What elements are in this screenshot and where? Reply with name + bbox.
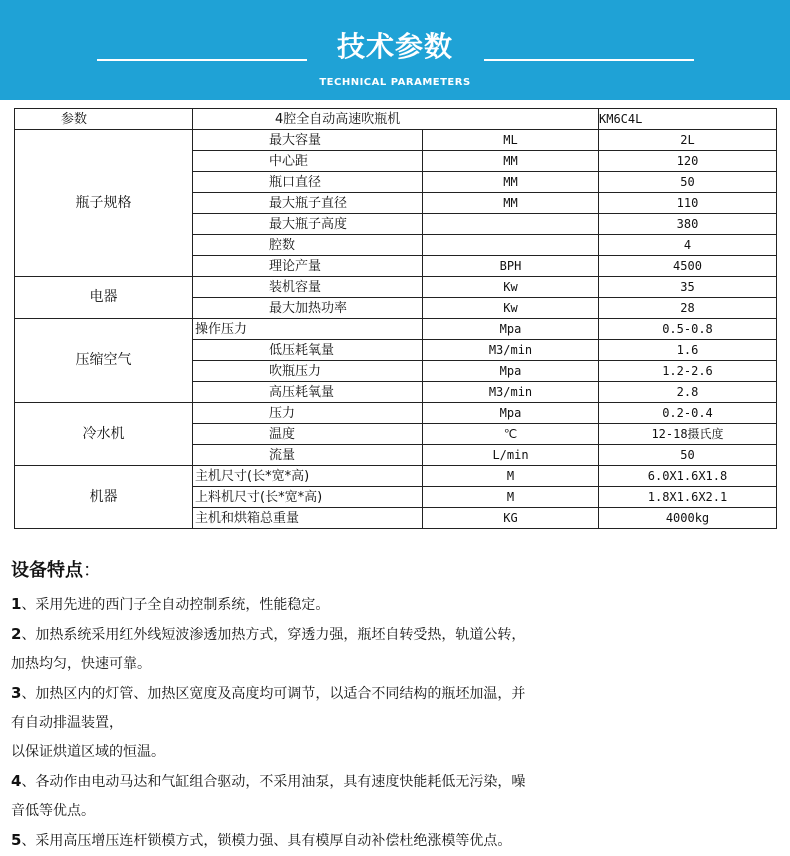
feature-number: 2 [11, 625, 22, 643]
unit-cell: Mpa [423, 403, 599, 424]
unit-cell: ML [423, 130, 599, 151]
unit-cell: ℃ [423, 424, 599, 445]
feature-line [11, 679, 781, 709]
param-name-cell: 最大瓶子直径 [193, 193, 423, 214]
param-name-cell: 瓶口直径 [193, 172, 423, 193]
param-name-cell: 主机和烘箱总重量 [193, 508, 423, 529]
table-row [15, 277, 777, 298]
value-cell: 12-18摄氏度 [599, 424, 777, 445]
param-name-cell: 上料机尺寸(长*宽*高) [193, 487, 423, 508]
unit-cell: M [423, 466, 599, 487]
features-section [11, 558, 781, 856]
features-heading-colon: ： [83, 560, 101, 581]
param-name-cell: 主机尺寸(长*宽*高) [193, 466, 423, 487]
param-name-cell: 装机容量 [193, 277, 423, 298]
value-cell: 1.6 [599, 340, 777, 361]
group-label: 机器 [15, 466, 193, 529]
unit-cell: MM [423, 193, 599, 214]
feature-number: 4 [11, 772, 22, 790]
param-name-cell: 最大加热功率 [193, 298, 423, 319]
value-cell: 4500 [599, 256, 777, 277]
param-name-cell: 高压耗氧量 [193, 382, 423, 403]
group-label: 冷水机 [15, 403, 193, 466]
param-name-cell: 最大容量 [193, 130, 423, 151]
value-cell: 50 [599, 172, 777, 193]
features-list [11, 590, 781, 856]
table-header-row [15, 109, 777, 130]
unit-cell [423, 235, 599, 256]
feature-text: 音低等优点。 [11, 803, 95, 819]
header-model-name: 4腔全自动高速吹瓶机 [193, 109, 599, 130]
table-row [15, 319, 777, 340]
unit-cell: M3/min [423, 382, 599, 403]
feature-text: 、采用先进的西门子全自动控制系统，性能稳定。 [21, 597, 330, 613]
param-name-cell: 腔数 [193, 235, 423, 256]
feature-line [11, 738, 781, 767]
group-label: 压缩空气 [15, 319, 193, 403]
param-name-cell: 流量 [193, 445, 423, 466]
feature-number: 1 [11, 595, 22, 613]
unit-cell [423, 214, 599, 235]
feature-text: 、采用高压增压连杆锁模方式，锁模力强、具有模厚自动补偿杜绝涨模等优点。 [21, 833, 512, 849]
table-row [15, 130, 777, 151]
value-cell: 4000kg [599, 508, 777, 529]
unit-cell: M [423, 487, 599, 508]
feature-line [11, 650, 781, 679]
feature-line [11, 797, 781, 826]
unit-cell: M3/min [423, 340, 599, 361]
unit-cell: Mpa [423, 361, 599, 382]
value-cell: 6.0X1.6X1.8 [599, 466, 777, 487]
value-cell: 35 [599, 277, 777, 298]
value-cell: 0.5-0.8 [599, 319, 777, 340]
spec-table [14, 108, 777, 529]
feature-text: 、各动作由电动马达和气缸组合驱动，不采用油泵，具有速度快能耗低无污染，噪 [21, 774, 526, 790]
value-cell: 50 [599, 445, 777, 466]
value-cell: 0.2-0.4 [599, 403, 777, 424]
param-name-cell: 中心距 [193, 151, 423, 172]
unit-cell: Kw [423, 298, 599, 319]
group-label: 电器 [15, 277, 193, 319]
unit-cell: L/min [423, 445, 599, 466]
page-subtitle: TECHNICAL PARAMETERS [319, 77, 471, 88]
unit-cell: MM [423, 151, 599, 172]
features-heading-text: 设备特点 [11, 560, 83, 581]
unit-cell: Mpa [423, 319, 599, 340]
value-cell: 1.2-2.6 [599, 361, 777, 382]
features-heading [11, 558, 781, 584]
feature-line [11, 590, 781, 620]
table-row [15, 403, 777, 424]
feature-text: 加热均匀，快速可靠。 [11, 656, 151, 672]
feature-text: 、加热区内的灯管、加热区宽度及高度均可调节，以适合不同结构的瓶坯加温，并 [21, 686, 526, 702]
param-name-cell: 理论产量 [193, 256, 423, 277]
page-title: 技术参数 [336, 30, 453, 63]
header-model-code: KM6C4L [599, 109, 777, 130]
value-cell: 2L [599, 130, 777, 151]
feature-line [11, 709, 781, 738]
param-name-cell: 低压耗氧量 [193, 340, 423, 361]
header-param: 参数 [15, 109, 193, 130]
table-row [15, 466, 777, 487]
feature-text: 以保证烘道区域的恒温。 [11, 744, 165, 760]
value-cell: 2.8 [599, 382, 777, 403]
value-cell: 4 [599, 235, 777, 256]
value-cell: 380 [599, 214, 777, 235]
param-name-cell: 压力 [193, 403, 423, 424]
feature-number: 5 [11, 831, 22, 849]
unit-cell: MM [423, 172, 599, 193]
feature-line [11, 620, 781, 650]
feature-line [11, 826, 781, 856]
feature-number: 3 [11, 684, 22, 702]
unit-cell: KG [423, 508, 599, 529]
param-name-cell: 操作压力 [193, 319, 423, 340]
feature-text: 、加热系统采用红外线短波渗透加热方式，穿透力强，瓶坯自转受热，轨道公转， [21, 627, 526, 643]
group-label: 瓶子规格 [15, 130, 193, 277]
param-name-cell: 温度 [193, 424, 423, 445]
feature-line [11, 767, 781, 797]
unit-cell: Kw [423, 277, 599, 298]
value-cell: 120 [599, 151, 777, 172]
unit-cell: BPH [423, 256, 599, 277]
value-cell: 1.8X1.6X2.1 [599, 487, 777, 508]
value-cell: 110 [599, 193, 777, 214]
header-banner [0, 0, 790, 100]
param-name-cell: 最大瓶子高度 [193, 214, 423, 235]
title-divider-right [484, 59, 694, 61]
param-name-cell: 吹瓶压力 [193, 361, 423, 382]
value-cell: 28 [599, 298, 777, 319]
feature-text: 有自动排温装置， [11, 715, 123, 731]
